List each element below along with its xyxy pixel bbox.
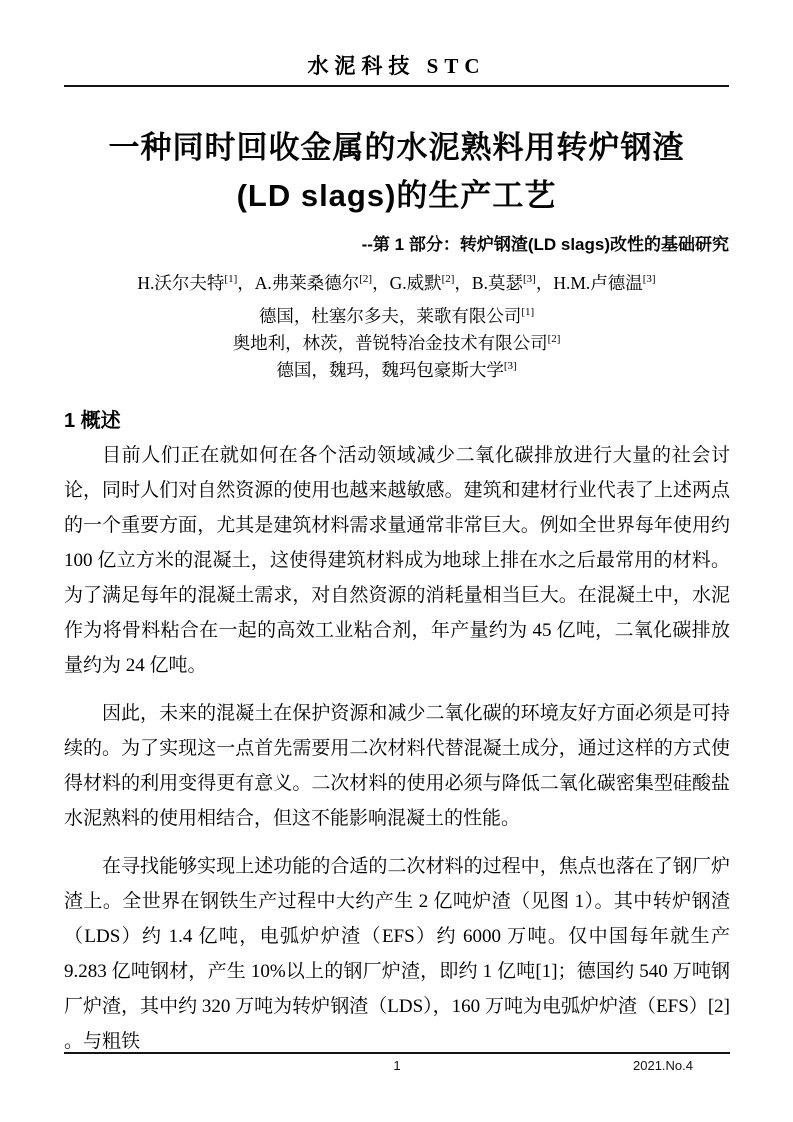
document-subtitle: --第 1 部分：转炉钢渣(LD slags)改性的基础研究 xyxy=(361,235,729,254)
authors-line xyxy=(64,270,729,295)
affiliations xyxy=(64,303,729,384)
title-line-2: (LD slags)的生产工艺 xyxy=(236,178,557,213)
body-text xyxy=(64,438,730,1072)
author-ref-mark: [2] xyxy=(441,273,455,286)
issue-label: 2021.No.4 xyxy=(633,1058,693,1073)
body-paragraph: 在寻找能够实现上述功能的合适的二次材料的过程中，焦点也落在了钢厂炉渣上。全世界在钢铁生产过程中大约产生 2 亿吨炉渣（见图 1）。其中转炉钢渣（LDS）约 1.4 亿吨，电弧炉炉渣（EFS）约 6000 万吨。仅中国每年就生产 9.283 亿吨钢材，产生 10%以上的钢厂炉渣，即约 1 亿吨[1]；德国约 540 万吨钢厂炉渣，其中约 320 万吨为转炉钢渣（LDS），160 万吨为电弧炉炉渣（EFS）[2] 。与粗铁 xyxy=(64,856,730,1052)
page-number: 1 xyxy=(393,1058,401,1073)
author xyxy=(553,273,655,293)
author-name: H.M.卢德温 xyxy=(553,273,643,293)
document-title xyxy=(0,124,793,220)
affiliation-ref-mark: [3] xyxy=(503,360,517,373)
author-ref-mark: [3] xyxy=(522,273,536,286)
footer-divider xyxy=(64,1052,730,1054)
affiliation-line xyxy=(64,330,729,357)
body-paragraph: 目前人们正在就如何在各个活动领域减少二氧化碳排放进行大量的社会讨论，同时人们对自然资源的使用也越来越敏感。建筑和建材行业代表了上述两点的一个重要方面，尤其是建筑材料需求量通常非常巨大。例如全世界每年使用约 100 亿立方米的混凝土，这使得建筑材料成为地球上排在水之后最常用的材料。为了满足每年的混凝土需求，对自然资源的消耗量相当巨大。在混凝土中，水泥作为将骨料粘合在一起的高效工业粘合剂，年产量约为 45 亿吨，二氧化碳排放量约为 24 亿吨。 xyxy=(64,445,730,676)
author-separator: ， xyxy=(454,273,472,293)
author xyxy=(255,273,390,293)
affiliation-text: 德国，杜塞尔多夫，莱歌有限公司 xyxy=(258,306,522,326)
author-ref-mark: [2] xyxy=(359,273,373,286)
author-name: A.弗莱桑德尔 xyxy=(254,273,360,293)
author-separator: ， xyxy=(237,273,255,293)
journal-title: 水泥科技 STC xyxy=(307,54,486,78)
affiliation-text: 奥地利，林茨，普锐特冶金技术有限公司 xyxy=(232,333,548,353)
author-name: B.莫瑟 xyxy=(471,273,523,293)
affiliation-ref-mark: [2] xyxy=(547,333,561,346)
author xyxy=(137,273,254,293)
author xyxy=(472,273,553,293)
page-footer xyxy=(0,1058,793,1082)
author-ref-mark: [3] xyxy=(642,273,656,286)
affiliation-line xyxy=(64,357,729,384)
author-separator: ， xyxy=(372,273,390,293)
author-name: H.沃尔夫特 xyxy=(137,273,225,293)
author-separator: ， xyxy=(535,273,554,293)
body-paragraph: 因此，未来的混凝土在保护资源和减少二氧化碳的环境友好方面必须是可持续的。为了实现这一点首先需要用二次材料代替混凝土成分，通过这样的方式使得材料的利用变得更有意义。二次材料的使用必须与降低二氧化碳密集型硅酸盐水泥熟料的使用相结合，但这不能影响混凝土的性能。 xyxy=(64,703,730,829)
affiliation-text: 德国，魏玛，魏玛包豪斯大学 xyxy=(276,360,504,380)
affiliation-line xyxy=(64,303,729,330)
affiliation-ref-mark: [1] xyxy=(521,306,535,319)
title-line-1: 一种同时回收金属的水泥熟料用转炉钢渣 xyxy=(108,130,685,165)
author-name: G.威默 xyxy=(389,273,442,293)
header-divider xyxy=(64,85,729,87)
journal-header xyxy=(64,50,729,80)
author-ref-mark: [1] xyxy=(224,273,238,286)
section-heading: 1 概述 xyxy=(64,410,121,432)
author xyxy=(390,273,472,293)
